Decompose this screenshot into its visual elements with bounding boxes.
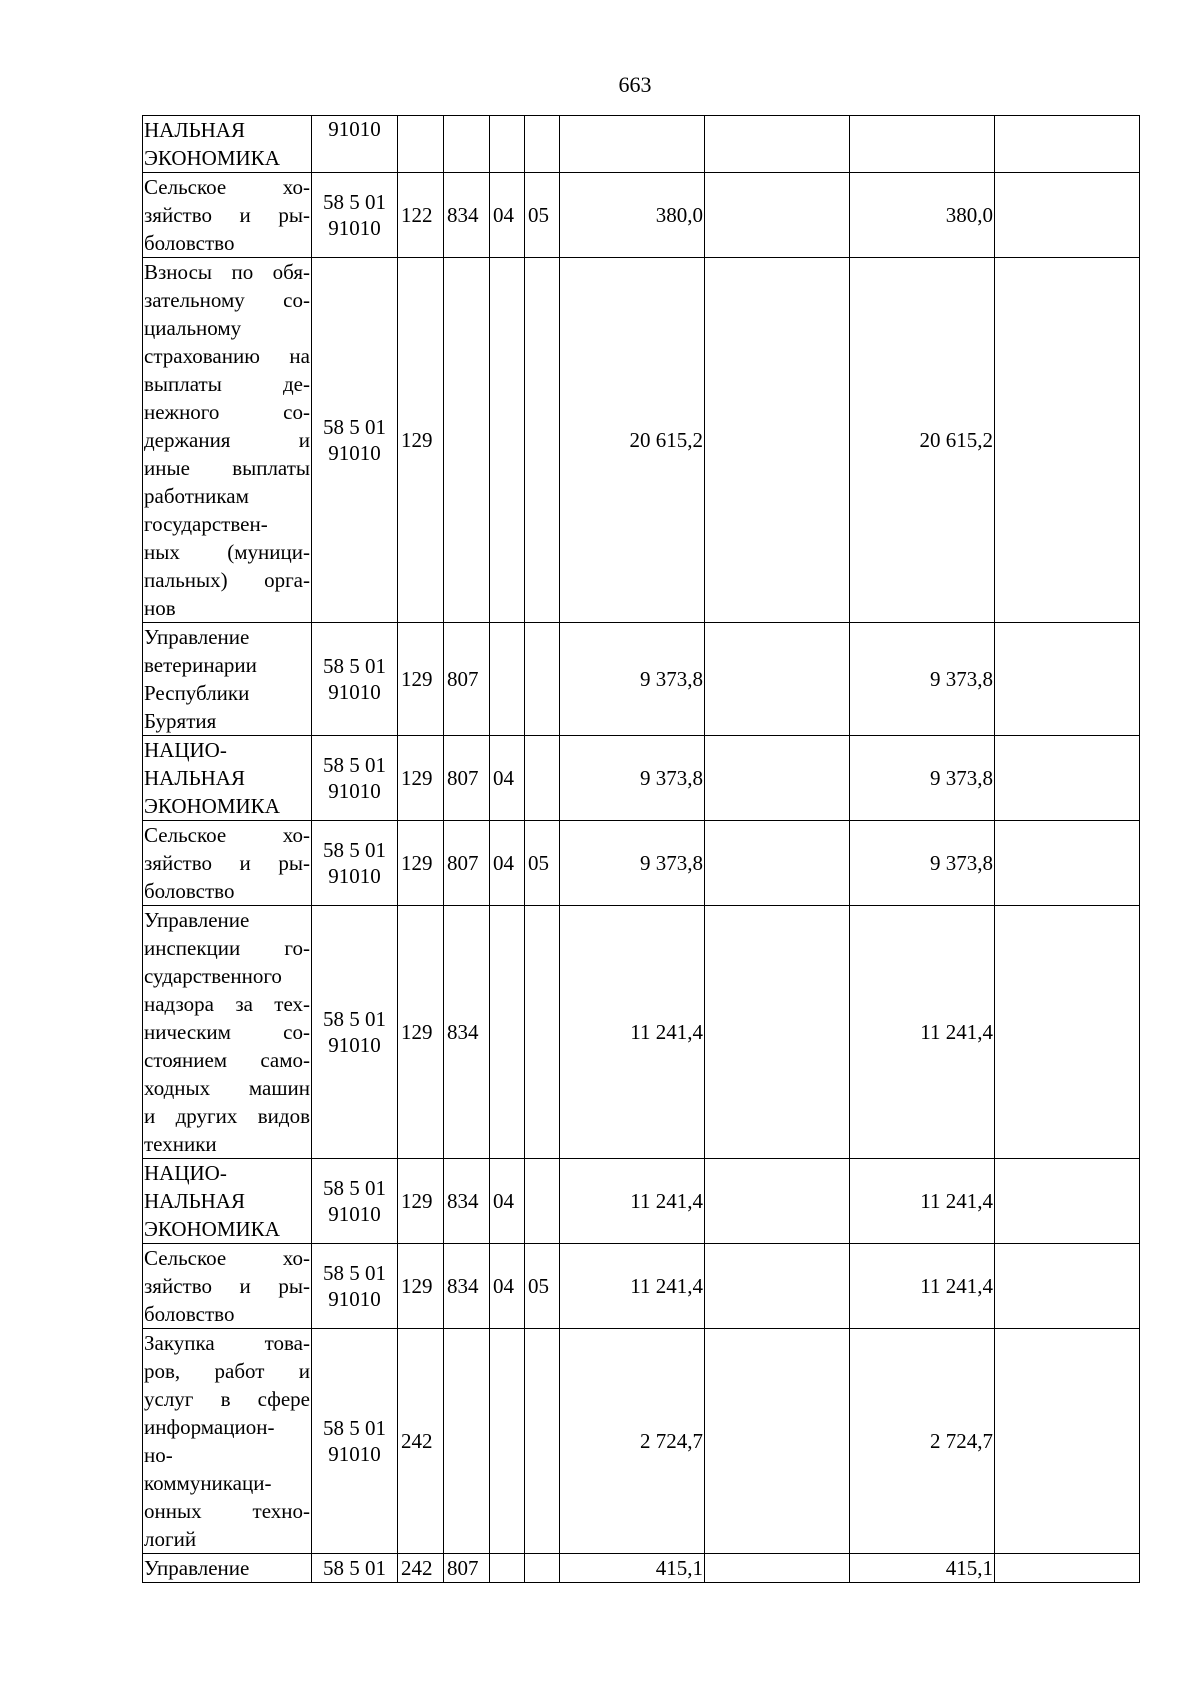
row-name-line: Закупка това- <box>144 1331 310 1355</box>
row-target-code <box>312 258 398 623</box>
row-sum-2 <box>705 1554 850 1583</box>
row-target-code-line: 91010 <box>328 1202 381 1226</box>
row-sum-3 <box>850 116 995 173</box>
row-name-line: сударственного <box>144 964 282 988</box>
row-name-line: стоянием само- <box>144 1048 310 1072</box>
row-sum-4 <box>995 906 1140 1159</box>
row-target-code-line: 58 5 01 <box>323 1416 386 1440</box>
row-name-line: ЭКОНОМИКА <box>144 794 280 818</box>
row-sum-4 <box>995 1554 1140 1583</box>
row-name <box>143 116 312 173</box>
row-sum-3: 11 241,4 <box>850 1159 995 1244</box>
row-target-code-line: 58 5 01 <box>323 838 386 862</box>
row-sum-2 <box>705 1329 850 1554</box>
row-target-code-line: 91010 <box>328 117 381 141</box>
row-section <box>490 1554 525 1583</box>
row-target-code-line: 91010 <box>328 779 381 803</box>
row-target-code-line: 91010 <box>328 1033 381 1057</box>
row-sum-2 <box>705 173 850 258</box>
row-sum-1: 11 241,4 <box>560 906 705 1159</box>
row-expense-type: 122 <box>398 173 444 258</box>
table-row <box>143 1244 1140 1329</box>
row-name-line: инспекции го- <box>144 936 310 960</box>
row-sum-1: 11 241,4 <box>560 1244 705 1329</box>
row-sum-2 <box>705 1244 850 1329</box>
row-sum-2 <box>705 116 850 173</box>
row-name-line: циальному <box>144 316 242 340</box>
row-target-code <box>312 821 398 906</box>
row-name-line: коммуникаци- <box>144 1471 272 1495</box>
row-ministry-code: 834 <box>444 906 490 1159</box>
row-name <box>143 906 312 1159</box>
row-expense-type: 242 <box>398 1329 444 1554</box>
row-name <box>143 1159 312 1244</box>
row-name <box>143 258 312 623</box>
row-subsection <box>525 623 560 736</box>
row-target-code-line: 91010 <box>328 1442 381 1466</box>
row-expense-type: 129 <box>398 821 444 906</box>
row-name-line: нов <box>144 596 176 620</box>
row-sum-3: 9 373,8 <box>850 821 995 906</box>
row-name-line: Сельское хо- <box>144 1246 310 1270</box>
table-row <box>143 116 1140 173</box>
row-sum-1 <box>560 116 705 173</box>
row-sum-4 <box>995 173 1140 258</box>
row-name-line: иные выплаты <box>144 456 310 480</box>
row-ministry-code: 807 <box>444 821 490 906</box>
row-name-line: страхованию на <box>144 344 310 368</box>
row-sum-4 <box>995 623 1140 736</box>
table-row <box>143 736 1140 821</box>
row-expense-type: 129 <box>398 736 444 821</box>
row-name-line: государствен- <box>144 512 268 536</box>
table-body <box>143 116 1140 1583</box>
budget-table <box>142 115 1140 1583</box>
table-row <box>143 906 1140 1159</box>
row-target-code <box>312 1329 398 1554</box>
row-sum-3: 9 373,8 <box>850 623 995 736</box>
row-sum-3: 20 615,2 <box>850 258 995 623</box>
row-name-line: Сельское хо- <box>144 175 310 199</box>
row-section <box>490 116 525 173</box>
row-target-code-line: 91010 <box>328 680 381 704</box>
row-name <box>143 623 312 736</box>
row-name-line: логий <box>144 1527 197 1551</box>
row-target-code-line: 91010 <box>328 216 381 240</box>
row-expense-type <box>398 116 444 173</box>
row-sum-1: 415,1 <box>560 1554 705 1583</box>
row-name-line: НАЦИО- <box>144 738 227 762</box>
row-expense-type: 129 <box>398 623 444 736</box>
row-sum-3: 2 724,7 <box>850 1329 995 1554</box>
row-ministry-code: 834 <box>444 1159 490 1244</box>
table-row <box>143 623 1140 736</box>
row-target-code <box>312 1159 398 1244</box>
row-name-line: ных (муници- <box>144 540 310 564</box>
row-subsection: 05 <box>525 821 560 906</box>
row-name-line: ров, работ и <box>144 1359 310 1383</box>
row-name-line: НАЛЬНАЯ <box>144 118 245 142</box>
row-ministry-code: 834 <box>444 1244 490 1329</box>
row-sum-1: 11 241,4 <box>560 1159 705 1244</box>
row-sum-2 <box>705 906 850 1159</box>
row-sum-4 <box>995 258 1140 623</box>
row-sum-3: 380,0 <box>850 173 995 258</box>
row-sum-1: 9 373,8 <box>560 821 705 906</box>
row-ministry-code <box>444 258 490 623</box>
row-target-code-line: 91010 <box>328 1287 381 1311</box>
row-section <box>490 906 525 1159</box>
row-name-line: и других видов <box>144 1104 310 1128</box>
table-row <box>143 821 1140 906</box>
row-target-code-line: 58 5 01 <box>323 1176 386 1200</box>
row-name-line: нежного со- <box>144 400 310 424</box>
row-target-code <box>312 736 398 821</box>
row-sum-4 <box>995 736 1140 821</box>
row-name-line: Управление <box>144 1556 250 1580</box>
row-target-code-line: 58 5 01 <box>323 1556 386 1580</box>
row-name <box>143 173 312 258</box>
row-subsection <box>525 1554 560 1583</box>
row-sum-4 <box>995 1159 1140 1244</box>
row-expense-type: 129 <box>398 906 444 1159</box>
row-name-line: ЭКОНОМИКА <box>144 146 280 170</box>
row-name-line: зяйство и ры- <box>144 203 310 227</box>
row-subsection <box>525 736 560 821</box>
row-name <box>143 1554 312 1583</box>
table-row <box>143 1159 1140 1244</box>
row-sum-2 <box>705 258 850 623</box>
row-name-line: ходных машин <box>144 1076 310 1100</box>
row-ministry-code: 807 <box>444 623 490 736</box>
row-section: 04 <box>490 736 525 821</box>
row-name-line: онных техно- <box>144 1499 310 1523</box>
row-ministry-code <box>444 116 490 173</box>
table-row <box>143 258 1140 623</box>
row-sum-3: 9 373,8 <box>850 736 995 821</box>
row-name-line: выплаты де- <box>144 372 310 396</box>
row-name <box>143 1244 312 1329</box>
row-target-code-line: 91010 <box>328 441 381 465</box>
row-name <box>143 821 312 906</box>
row-expense-type: 129 <box>398 258 444 623</box>
row-expense-type: 129 <box>398 1244 444 1329</box>
row-target-code <box>312 623 398 736</box>
row-name-line: надзора за тех- <box>144 992 310 1016</box>
row-ministry-code: 834 <box>444 173 490 258</box>
row-section: 04 <box>490 821 525 906</box>
row-ministry-code: 807 <box>444 1554 490 1583</box>
row-sum-1: 20 615,2 <box>560 258 705 623</box>
row-name-line: зяйство и ры- <box>144 851 310 875</box>
row-target-code-line: 58 5 01 <box>323 1007 386 1031</box>
row-section <box>490 1329 525 1554</box>
row-sum-2 <box>705 623 850 736</box>
row-name-line: но- <box>144 1443 173 1467</box>
row-target-code-line: 91010 <box>328 864 381 888</box>
row-name-line: Взносы по обя- <box>144 260 310 284</box>
row-subsection <box>525 1159 560 1244</box>
row-name-line: боловство <box>144 879 235 903</box>
row-sum-2 <box>705 1159 850 1244</box>
row-target-code-line: 58 5 01 <box>323 415 386 439</box>
row-sum-4 <box>995 1329 1140 1554</box>
row-sum-3: 415,1 <box>850 1554 995 1583</box>
row-target-code-line: 58 5 01 <box>323 1261 386 1285</box>
row-name <box>143 736 312 821</box>
row-name-line: услуг в сфере <box>144 1387 310 1411</box>
row-target-code <box>312 1244 398 1329</box>
row-subsection: 05 <box>525 1244 560 1329</box>
row-name-line: Управление <box>144 625 250 649</box>
row-name-line: НАЦИО- <box>144 1161 227 1185</box>
row-name-line: держания и <box>144 428 310 452</box>
row-name-line: техники <box>144 1132 217 1156</box>
row-name-line: Сельское хо- <box>144 823 310 847</box>
row-subsection <box>525 1329 560 1554</box>
row-sum-2 <box>705 736 850 821</box>
row-sum-3: 11 241,4 <box>850 906 995 1159</box>
row-sum-4 <box>995 1244 1140 1329</box>
row-subsection <box>525 116 560 173</box>
row-name-line: пальных) орга- <box>144 568 310 592</box>
row-name-line: зательному со- <box>144 288 310 312</box>
row-section <box>490 623 525 736</box>
row-sum-1: 9 373,8 <box>560 623 705 736</box>
table-row <box>143 173 1140 258</box>
row-ministry-code <box>444 1329 490 1554</box>
row-target-code-line: 58 5 01 <box>323 190 386 214</box>
row-name-line: Управление <box>144 908 250 932</box>
table-row <box>143 1329 1140 1554</box>
row-subsection: 05 <box>525 173 560 258</box>
row-section: 04 <box>490 1244 525 1329</box>
row-name-line: боловство <box>144 231 235 255</box>
row-subsection <box>525 906 560 1159</box>
row-section: 04 <box>490 173 525 258</box>
row-sum-1: 9 373,8 <box>560 736 705 821</box>
row-name-line: НАЛЬНАЯ <box>144 766 245 790</box>
row-name-line: информацион- <box>144 1415 275 1439</box>
row-sum-2 <box>705 821 850 906</box>
row-sum-4 <box>995 116 1140 173</box>
row-subsection <box>525 258 560 623</box>
row-name-line: НАЛЬНАЯ <box>144 1189 245 1213</box>
row-target-code <box>312 906 398 1159</box>
row-target-code <box>312 1554 398 1583</box>
row-sum-1: 2 724,7 <box>560 1329 705 1554</box>
row-name-line: боловство <box>144 1302 235 1326</box>
row-sum-4 <box>995 821 1140 906</box>
row-name <box>143 1329 312 1554</box>
row-section <box>490 258 525 623</box>
row-target-code <box>312 116 398 173</box>
row-ministry-code: 807 <box>444 736 490 821</box>
row-name-line: ническим со- <box>144 1020 310 1044</box>
row-sum-3: 11 241,4 <box>850 1244 995 1329</box>
row-section: 04 <box>490 1159 525 1244</box>
row-sum-1: 380,0 <box>560 173 705 258</box>
page-number: 663 <box>618 72 652 97</box>
row-name-line: Республики <box>144 681 250 705</box>
row-name-line: ветеринарии <box>144 653 257 677</box>
row-expense-type: 242 <box>398 1554 444 1583</box>
row-name-line: ЭКОНОМИКА <box>144 1217 280 1241</box>
row-name-line: Бурятия <box>144 709 217 733</box>
row-target-code <box>312 173 398 258</box>
row-name-line: зяйство и ры- <box>144 1274 310 1298</box>
row-target-code-line: 58 5 01 <box>323 753 386 777</box>
table-row <box>143 1554 1140 1583</box>
row-target-code-line: 58 5 01 <box>323 654 386 678</box>
row-expense-type: 129 <box>398 1159 444 1244</box>
row-name-line: работникам <box>144 484 249 508</box>
